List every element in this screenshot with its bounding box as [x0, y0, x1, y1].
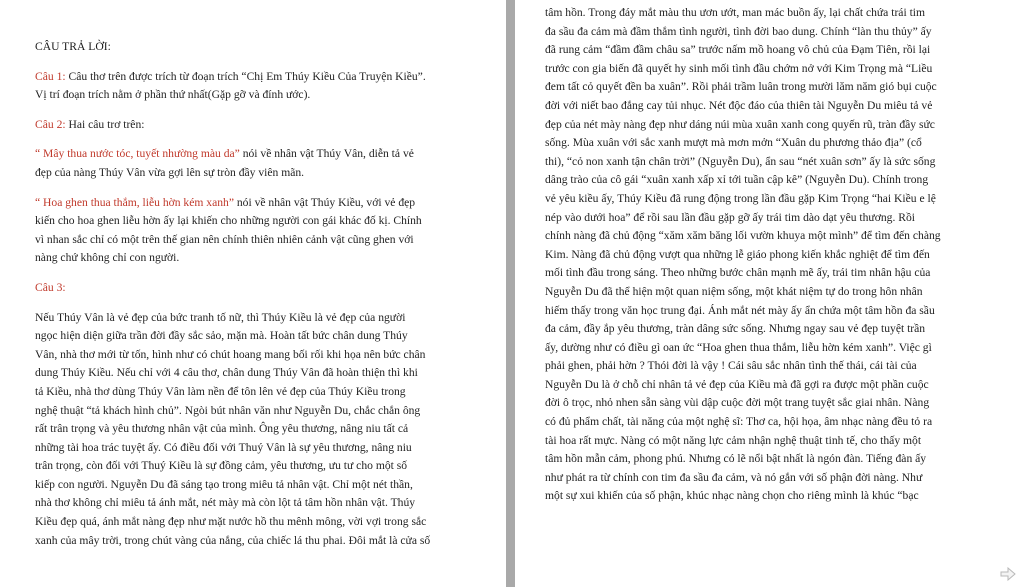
right-line: mối tình đầu trong sáng. Theo những bước chân mạnh mẽ ấy, trái tim nhân hậu của	[545, 266, 931, 280]
q2-label: Câu 2:	[35, 117, 66, 131]
q3-line: Nếu Thúy Vân là vẻ đẹp của bức tranh tố nữ, thì Thúy Kiều là vẻ đẹp của người	[35, 310, 406, 324]
right-line: Kim. Nàng đã chủ động vượt qua những lễ giáo phong kiến khắc nghiệt để tìm đến	[545, 247, 930, 261]
right-line: thi), “cỏ non xanh tận chân trời” (Nguyễn Du), ẩn sau “nét xuân sơn” ấy là sức sống	[545, 154, 936, 168]
q3-line: nghệ thuật “tả khách hình chủ”. Ngòi bút nhân văn như Nguyễn Du, chắc chắn ông	[35, 403, 421, 417]
right-line: Nguyễn Du đã thể hiện một quan niệm sống, một khát niệm tự do trong hôn nhân	[545, 284, 923, 298]
q1-line-2: Vị trí đoạn trích nằm ở phần thứ nhất(Gặp gỡ và đính ước).	[35, 88, 311, 102]
right-line: tài hoa rất mực. Nàng có một năng lực cảm nhận nghệ thuật tinh tế, cho thấy một	[545, 433, 922, 447]
document-page-left	[0, 0, 506, 587]
q2-quote-1-block	[35, 145, 484, 182]
right-line: trước con gia biến đã quyết hy sinh mối tình đầu chớm nở với Kim Trọng mà “Liều	[545, 61, 933, 75]
q3-line: kiếp con người. Nguyễn Du đã sáng tạo trong miêu tả nhân vật. Chỉ một nét thần,	[35, 477, 413, 491]
q2-quote-2-line-1	[35, 194, 484, 213]
q2-quote-2-line-4: nàng chứ không chỉ con người.	[35, 251, 180, 265]
page-arrow-icon[interactable]	[1000, 567, 1016, 581]
q3-line: rất trân trọng và yêu thương nhân vật của mình. Ông yêu thương, nâng niu tất cả	[35, 422, 409, 436]
q3-line: nhà thơ không chỉ miêu tả ánh mắt, nét mày mà còn lột tả tâm hồn nhân vật. Thúy	[35, 496, 416, 510]
right-line: chính nàng đã chủ động “xăm xăm băng lối vườn khuya một mình” để tìm đến chàng	[545, 229, 941, 243]
right-line: tâm hồn. Trong đáy mắt màu thu ươn ướt, man mác buồn ấy, lại chất chứa trái tim	[545, 6, 926, 19]
right-line: vẻ yêu kiều ấy, Thúy Kiều đã rung động trong lần đầu gặp Kim Trọng “hai Kiều e lệ	[545, 191, 936, 205]
question-2	[35, 116, 484, 135]
right-line: nép vào dưới hoa” để rồi sau lần đầu gặp gỡ ấy trái tim dào dạt yêu thương. Rồi	[545, 210, 915, 224]
q2-text: Hai câu trơ trên:	[65, 117, 145, 131]
right-line: sống. Mùa xuân với sắc xanh mượt mà mơn mởn “Xuân du phương thảo địa” (cổ	[545, 136, 922, 150]
right-line: ấy, dường như có điều gì oan ức “Hoa ghen thua thắm, liễu hờn kém xanh”. Việc gì	[545, 340, 932, 354]
q2-quote-2-line-2: kiến cho hoa ghen liễu hờn ấy lại khiến cho những người con gái khác đố kị. Chính	[35, 214, 422, 228]
question-1	[35, 68, 484, 105]
q3-line: ngọc hiện diện giữa trần đời đầy sắc sảo, mặn mà. Hoàn tất bức chân dung Thúy	[35, 329, 408, 343]
q2-quote-1: “ Mây thua nước tóc, tuyết nhường màu da”	[35, 147, 240, 161]
q1-text: Câu thơ trên được trích từ đoạn trích “Chị Em Thúy Kiều Của Truyện Kiều”.	[65, 69, 426, 83]
q2-quote-2: “ Hoa ghen thua thắm, liễu hờn kém xanh”	[35, 195, 234, 209]
q2-quote-1-line-2: đẹp của nàng Thúy Vân vừa gợi lên sự tròn đầy viên mãn.	[35, 165, 305, 179]
document-page-right	[515, 0, 1024, 587]
page-gutter	[506, 0, 515, 587]
q3-line: xanh của mây trời, trong chút vàng của nắng, của chiếc lá thu phai. Đôi mắt là cửa số	[35, 533, 431, 547]
q2-quote-2-rest: nói về nhân vật Thúy Kiều, với vẻ đẹp	[233, 195, 416, 209]
q1-label: Câu 1:	[35, 69, 66, 83]
q3-line: Kiều đẹp quá, ánh mắt nàng đẹp như mặt nước hồ thu mênh mông, vời vợi trong sắc	[35, 515, 427, 529]
q1-line-1	[35, 68, 484, 87]
q3-label: Câu 3:	[35, 280, 66, 294]
right-line: đa sầu đa cảm mà đầm thắm tình người, tình đời bao dung. Chính “làn thu thủy” ấy	[545, 24, 932, 38]
right-line: đã rung cảm “đầm đầm châu sa” trước nấm mồ hoang vô chủ của Đạm Tiên, rồi lại	[545, 43, 931, 57]
right-line: như phát ra từ chính con tim đa sầu đa cảm, và nó gắn với số phận đời nàng. Như	[545, 470, 923, 484]
q3-line: dung Thúy Kiều. Nếu chỉ với 4 câu thơ, chân dung Thúy Vân đã hoàn thiện thì khi	[35, 366, 418, 380]
right-line: đem tất cỏ quyết đền ba xuân”. Rồi phải trầm luân trong mười lăm năm gió bụi cuộc	[545, 80, 937, 94]
question-3-label-block	[35, 279, 484, 298]
right-line: một sự xui khiến của số phận, khúc nhạc nàng chọn cho riêng mình là khúc “bạc	[545, 489, 919, 503]
right-line: hiếm thấy trong văn học trung đại. Ánh mắt nét mày ấy ẩn chứa một tâm hồn đa sầu	[545, 303, 935, 317]
q3-line: tả Kiều, nhà thơ dùng Thúy Vân làm nền để tôn lên vẻ đẹp của Thúy Kiều trong	[35, 384, 406, 398]
right-line: phải ghen, phải hờn ? Thói đời là vậy ! Cái sâu sắc nhân tình thế thái, cái tài của	[545, 359, 917, 373]
q2-quote-2-block	[35, 194, 484, 268]
right-line: đời với niết bao đắng cay tủi nhục. Nét độc đáo của thiên tài Nguyễn Du miêu tả vẻ	[545, 98, 933, 112]
q3-line: những tài hoa trác tuyệt ấy. Có điều đối với Thuý Vân là sự yêu thương, nâng niu	[35, 440, 412, 454]
right-line: đời ô trọc, nhỏ nhen sẵn sàng vùi dập cuộc đời một trang tuyệt sắc giai nhân. Nàng	[545, 396, 930, 410]
q2-quote-2-line-3: vì nhan sắc chỉ có một trên thế gian nên chính thiên nhiên cảnh vật cũng ghen với	[35, 232, 414, 246]
q2-line-1	[35, 116, 484, 135]
question-3-body	[35, 309, 484, 551]
q3-line: trân trọng, còn đối với Thuý Kiều là sự đồng cảm, yêu thương, ưu tư cho một số	[35, 459, 408, 473]
right-line: dâng trào của cô gái “xuân xanh xấp xỉ tới tuần cập kê” (Nguyễn Du). Chính trong	[545, 173, 929, 187]
right-line: tâm hồn mẫn cảm, phong phú. Nhưng có lẽ nổi bật nhất là ngón đàn. Tiếng đàn ấy	[545, 452, 927, 466]
q3-line: Vân, nhà thơ mới từ tốn, hình như có chút hoang mang bối rối khi họa nên bức chân	[35, 347, 426, 361]
right-line: Nguyễn Du là ở chỗ chỉ nhân tả vẻ đẹp của Kiều mà đã gợi ra được một phần cuộc	[545, 377, 929, 391]
right-line: có đủ phẩm chất, tài năng của một nghệ sĩ: Thơ ca, hội họa, âm nhạc nàng đều tỏ ra	[545, 415, 933, 429]
answer-heading: CÂU TRẢ LỜI:	[35, 40, 111, 53]
q2-quote-1-line-1	[35, 145, 484, 164]
right-line: đa cảm, đầy ắp yêu thương, tràn dâng sức sống. Nhưng ngay sau vẻ đẹp tuyệt trần	[545, 322, 926, 336]
q2-quote-1-rest: nói về nhân vật Thúy Vân, diễn tả vẻ	[239, 147, 414, 161]
right-line: đẹp của nét mày nàng đẹp như dáng núi mùa xuân xanh cong quyến rũ, tràn đầy sức	[545, 117, 935, 131]
